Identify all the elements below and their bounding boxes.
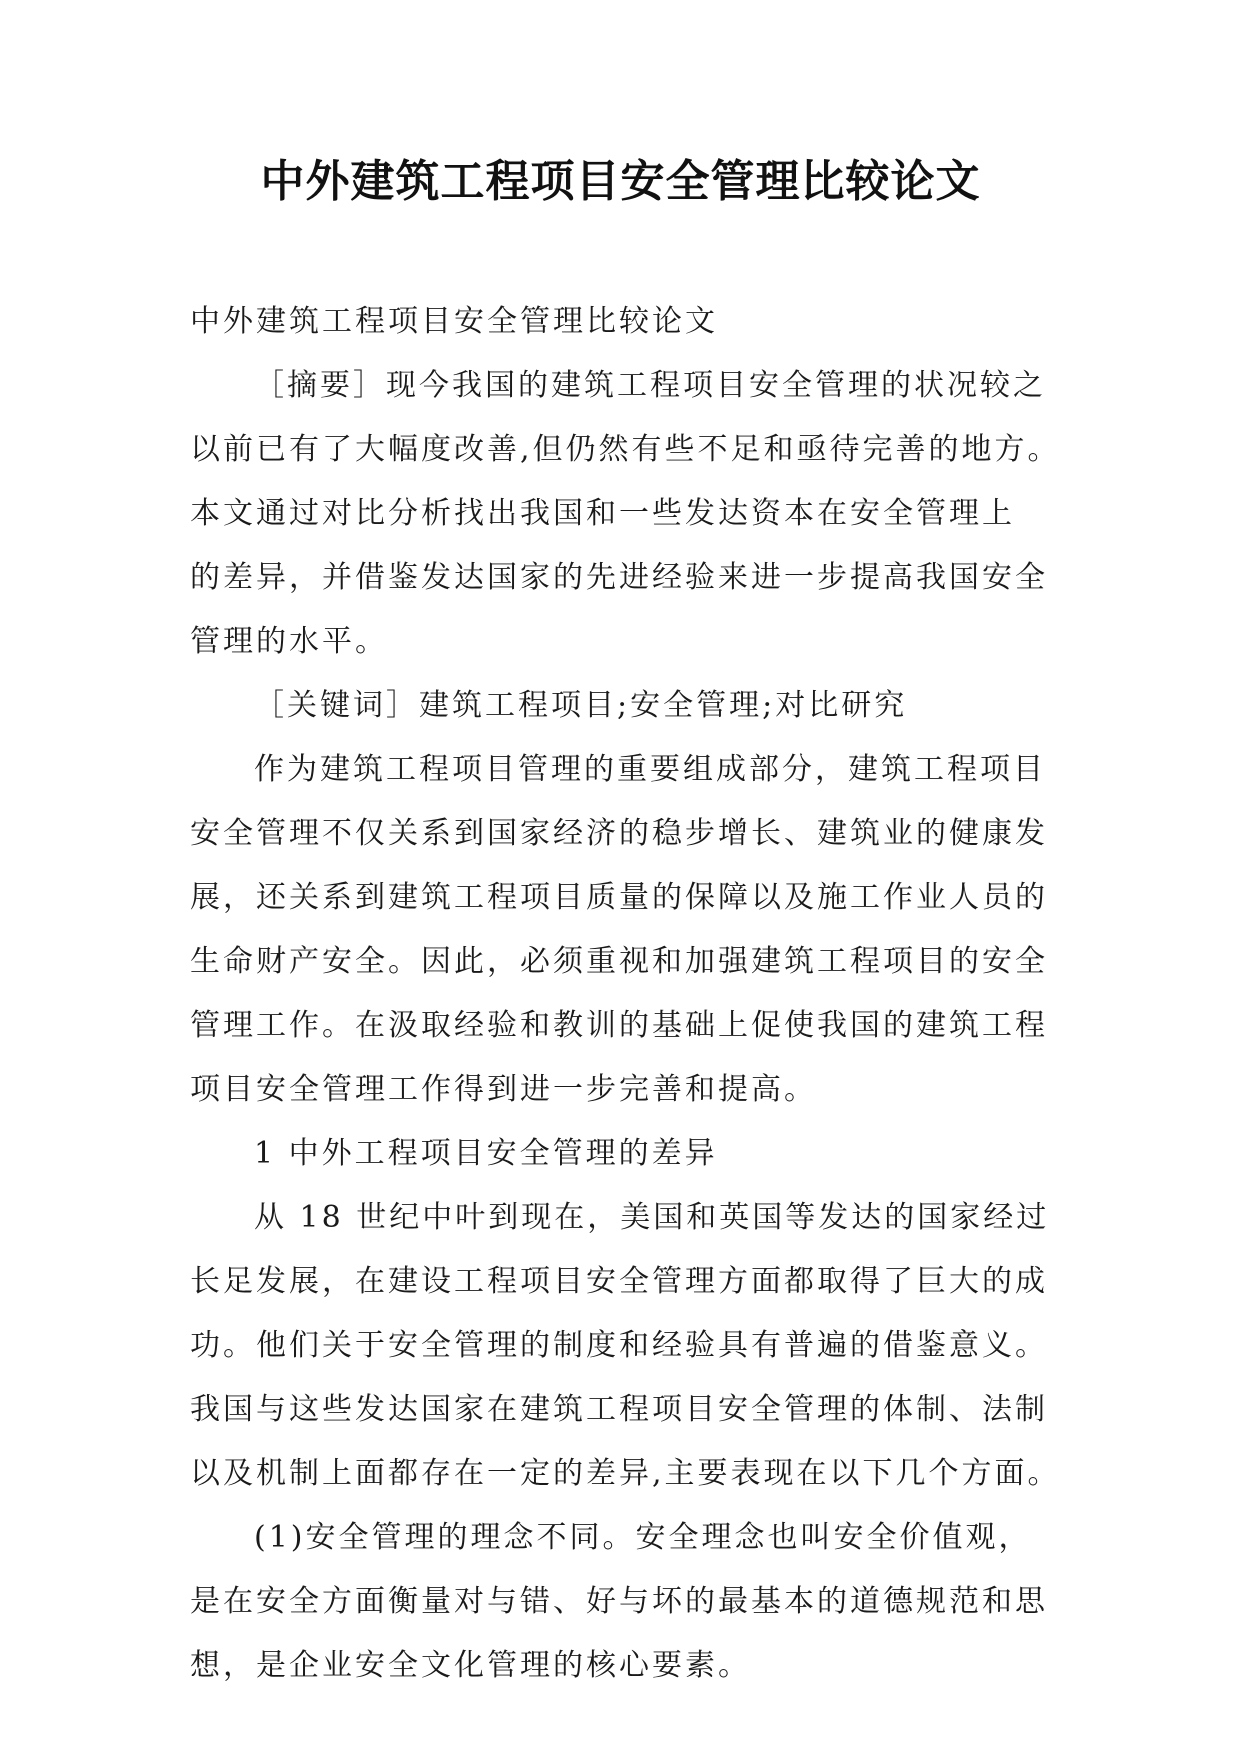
text-line: 以及机制上面都存在一定的差异,主要表现在以下几个方面。 xyxy=(190,1456,1061,1491)
text-line: 本文通过对比分析找出我国和一些发达资本在安全管理上 xyxy=(190,496,1015,531)
document-title: 中外建筑工程项目安全管理比较论文 xyxy=(260,156,981,207)
text-line: ［摘要］现今我国的建筑工程项目安全管理的状况较之 xyxy=(254,368,1046,403)
section-heading: 1 中外工程项目安全管理的差异 xyxy=(254,1136,718,1171)
text-line: 想，是企业安全文化管理的核心要素。 xyxy=(190,1648,751,1683)
text-line: 生命财产安全。因此，必须重视和加强建筑工程项目的安全 xyxy=(190,944,1048,979)
text-line: 展，还关系到建筑工程项目质量的保障以及施工作业人员的 xyxy=(190,880,1048,915)
text-line: 的差异，并借鉴发达国家的先进经验来进一步提高我国安全 xyxy=(190,560,1048,595)
text-line: ［关键词］建筑工程项目;安全管理;对比研究 xyxy=(254,688,908,723)
text-line: 长足发展，在建设工程项目安全管理方面都取得了巨大的成 xyxy=(190,1264,1048,1299)
document-body xyxy=(190,290,1070,1698)
text-line: 是在安全方面衡量对与错、好与坏的最基本的道德规范和思 xyxy=(190,1584,1048,1619)
text-line: 管理工作。在汲取经验和教训的基础上促使我国的建筑工程 xyxy=(190,1008,1048,1043)
text-line: 我国与这些发达国家在建筑工程项目安全管理的体制、法制 xyxy=(190,1392,1048,1427)
text-line: 以前已有了大幅度改善,但仍然有些不足和亟待完善的地方。 xyxy=(190,432,1061,467)
text-line: 中外建筑工程项目安全管理比较论文 xyxy=(190,304,718,339)
text-line: 项目安全管理工作得到进一步完善和提高。 xyxy=(190,1072,817,1107)
text-line: 从 18 世纪中叶到现在，美国和英国等发达的国家经过 xyxy=(254,1200,1050,1235)
text-line: 安全管理不仅关系到国家经济的稳步增长、建筑业的健康发 xyxy=(190,816,1048,851)
text-line: 管理的水平。 xyxy=(190,624,388,659)
text-line: (1)安全管理的理念不同。安全理念也叫安全价值观， xyxy=(254,1520,1032,1555)
text-line: 功。他们关于安全管理的制度和经验具有普遍的借鉴意义。 xyxy=(190,1328,1048,1363)
text-line: 作为建筑工程项目管理的重要组成部分，建筑工程项目 xyxy=(254,752,1046,787)
